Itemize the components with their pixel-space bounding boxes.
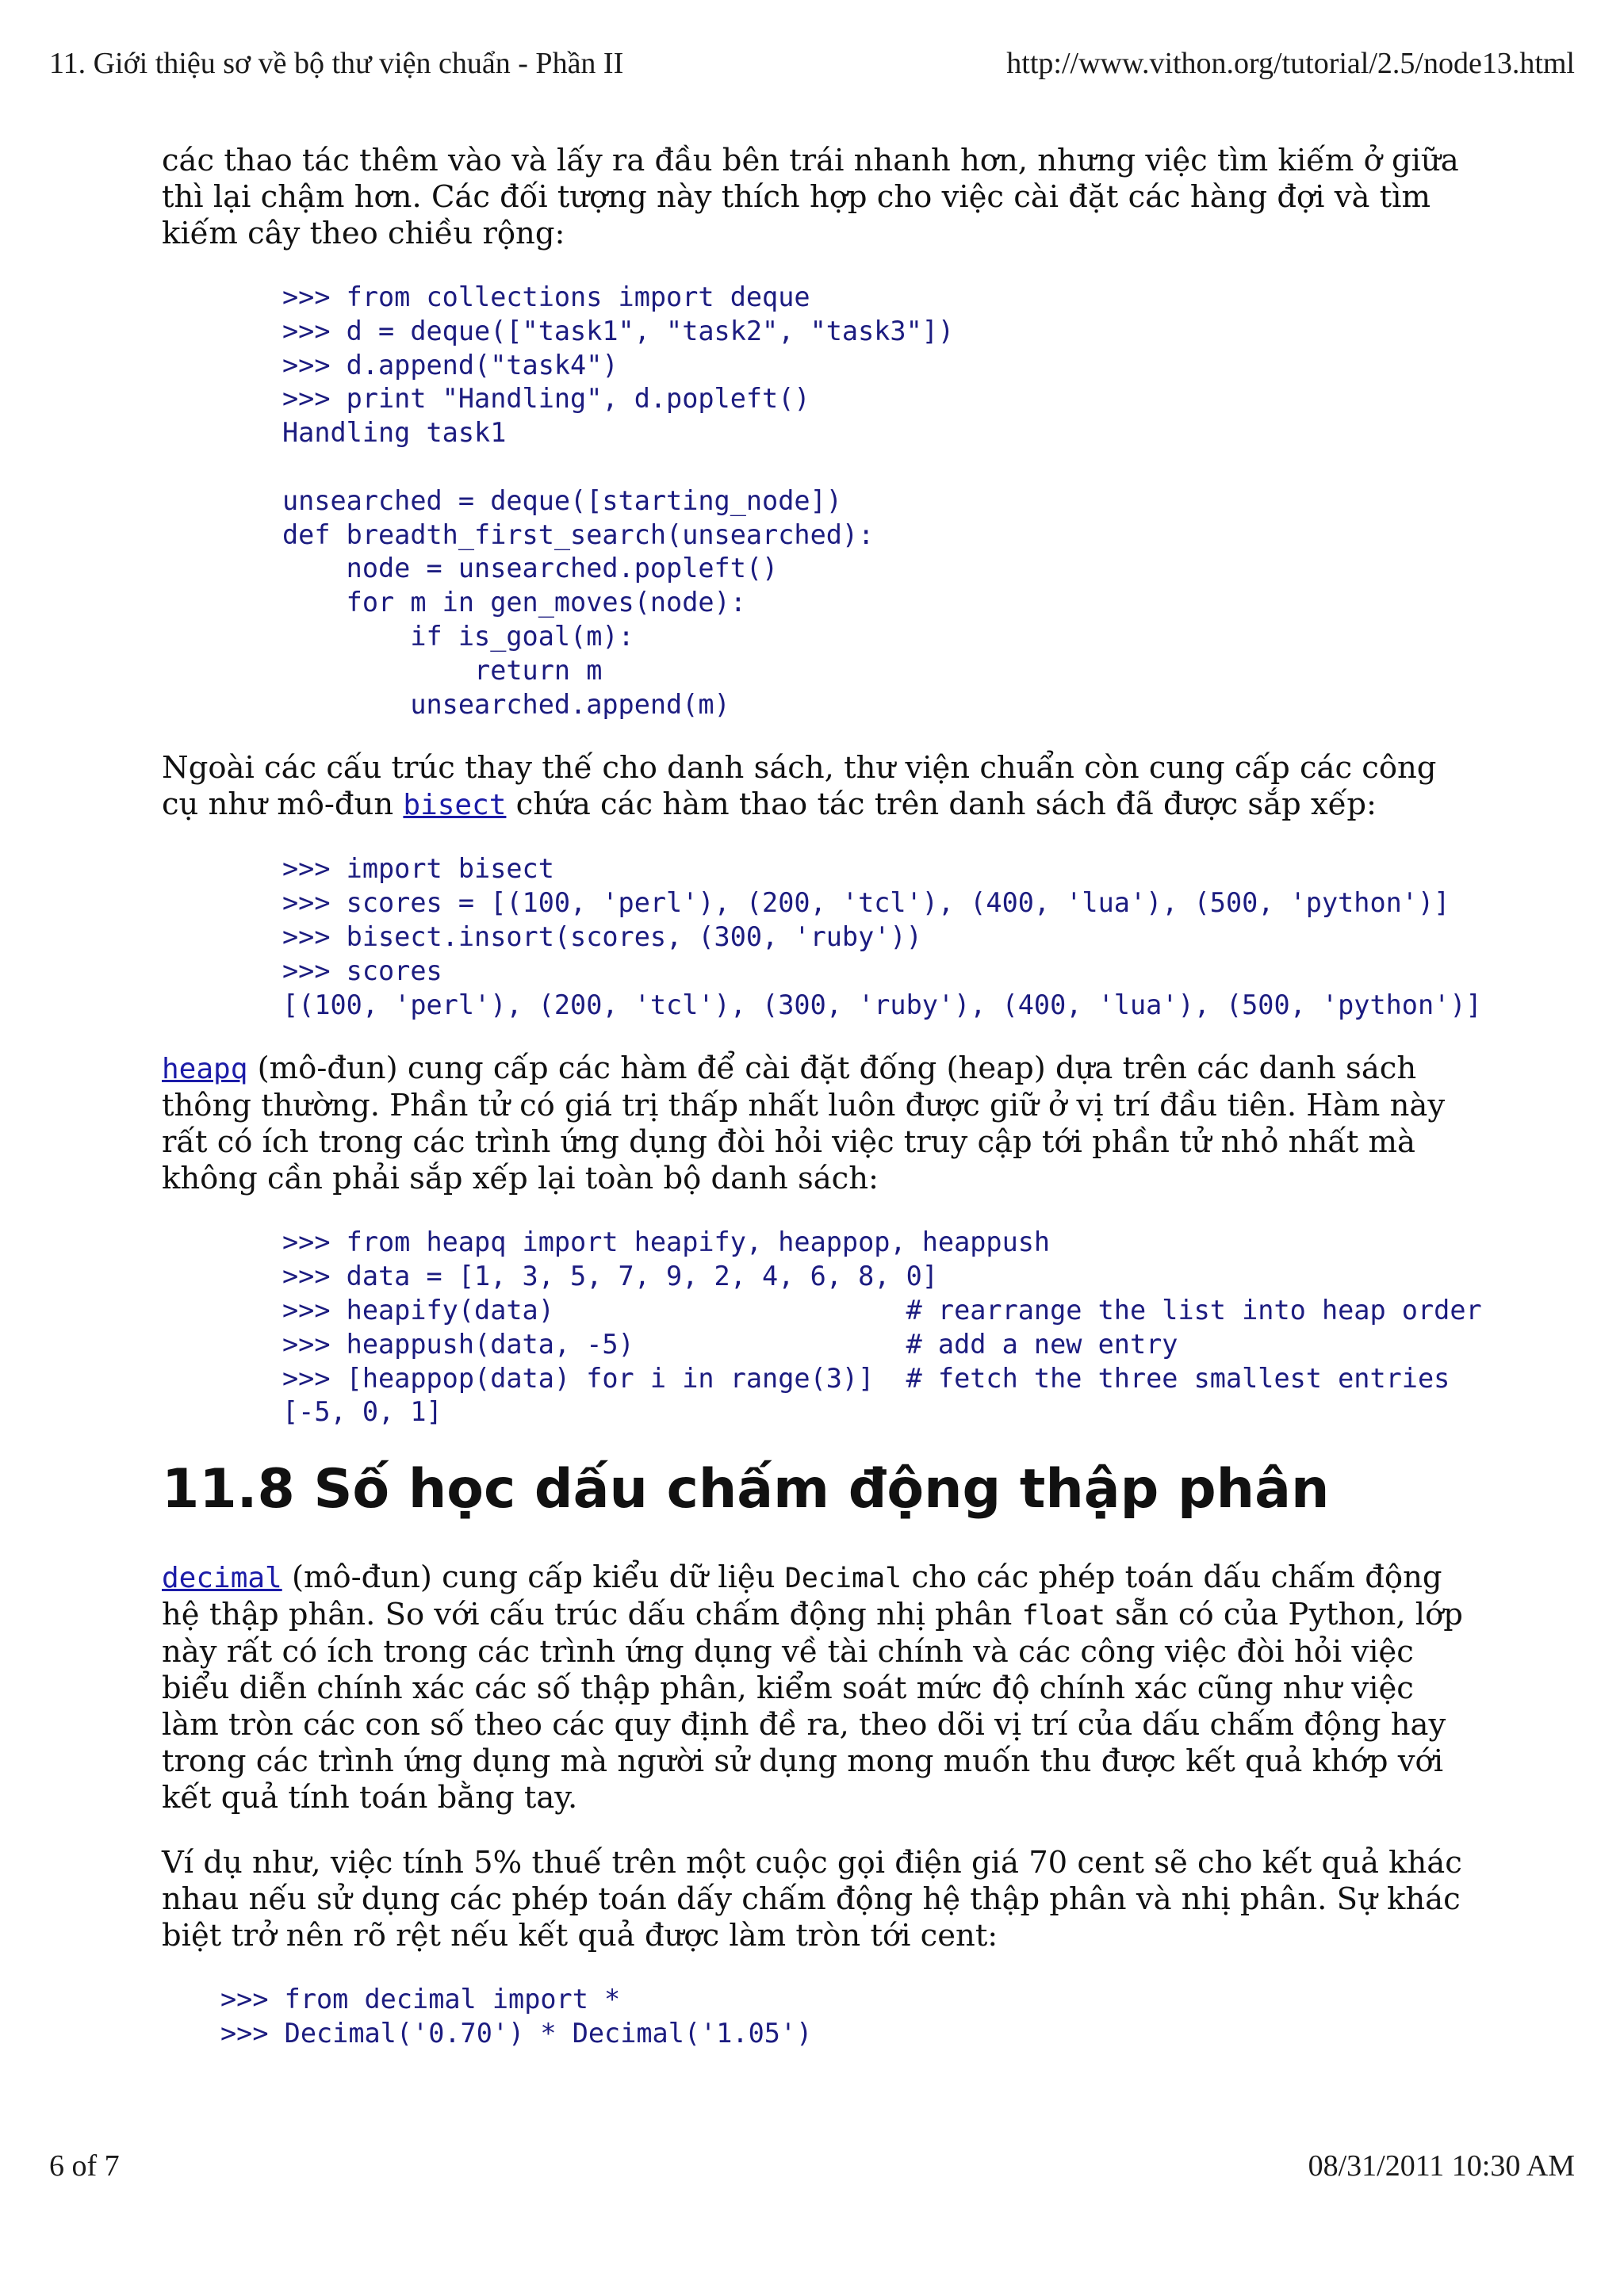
page-header	[49, 46, 1575, 81]
text-fragment: sẵn có của Python, lớp này rất có ích trong các trình ứng dụng về tài chính và các công việc đòi hỏi việc biểu diễn chính xác các số thập phân, kiểm soát mức độ chính xác cũng như việc làm tròn các con số theo các quy định đề ra, theo dõi vị trí của dấu chấm động hay trong các trình ứng dụng mà người sử dụng mong muốn thu được kết quả khớp với kết quả tính toán bằng tay.	[162, 1597, 1463, 1816]
code-block-heapq: >>> from heapq import heapify, heappop, heappush >>> data = [1, 3, 5, 7, 9, 2, 4, 6, 8, 0] >>> heapify(data) # rearrange the list into heap order >>> heappush(data, -5) # add a new entry >>> [heappop(data) for i in range(3)] # fetch the three smallest entries [-5, 0, 1]	[282, 1226, 1482, 1428]
text-fragment: Ngoài các cấu trúc thay thế cho danh sách, thư viện chuẩn còn cung cấp các công cụ như mô-đun	[162, 750, 1437, 823]
document-content	[162, 143, 1482, 2080]
bisect-link[interactable]: bisect	[403, 789, 507, 822]
page-counter: 6 of 7	[49, 2149, 120, 2183]
text-fragment: cho các phép toán dấu chấm động hệ thập phân. So với cấu trúc dấu chấm động nhị phân	[162, 1559, 1442, 1633]
decimal-link[interactable]: decimal	[162, 1562, 282, 1595]
header-url: http://www.vithon.org/tutorial/2.5/node13.html	[1006, 47, 1575, 80]
text-fragment: (mô-đun) cung cấp kiểu dữ liệu	[282, 1559, 785, 1596]
paragraph-bisect-intro	[162, 750, 1470, 824]
header-title: 11. Giới thiệu sơ về bộ thư viện chuẩn - Phần II	[49, 47, 624, 80]
paragraph-deque-intro: các thao tác thêm vào và lấy ra đầu bên trái nhanh hơn, nhưng việc tìm kiếm ở giữa thì lại chậm hơn. Các đối tượng này thích hợp cho việc cài đặt các hàng đợi và tìm kiếm cây theo chiều rộng:	[162, 143, 1459, 251]
text-fragment: (mô-đun) cung cấp các hàm để cài đặt đống (heap) dựa trên các danh sách thông thường. Phần tử có giá trị thấp nhất luôn được giữ ở vị trí đầu tiên. Hàm này rất có ích trong các trình ứng dụng đòi hỏi việc truy cập tới phần tử nhỏ nhất mà không cần phải sắp xếp lại toàn bộ danh sách:	[162, 1050, 1446, 1197]
text-fragment: chứa các hàm thao tác trên danh sách đã được sắp xếp:	[506, 786, 1377, 823]
code-block-bisect: >>> import bisect >>> scores = [(100, 'perl'), (200, 'tcl'), (400, 'lua'), (500, 'python')] >>> bisect.insort(scores, (300, 'ruby')) >>> scores [(100, 'perl'), (200, 'tcl'), (300, 'ruby'), (400, 'lua'), (500, 'python')]	[282, 853, 1482, 1020]
print-datetime: 08/31/2011 10:30 AM	[1308, 2149, 1575, 2183]
inline-code-float: float	[1021, 1600, 1105, 1632]
section-heading: 11.8 Số học dấu chấm động thập phân	[162, 1458, 1330, 1521]
paragraph-decimal-example: Ví dụ như, việc tính 5% thuế trên một cuộc gọi điện giá 70 cent sẽ cho kết quả khác nhau nếu sử dụng các phép toán dấy chấm động hệ thập phân và nhị phân. Sự khác biệt trở nên rõ rệt nếu kết quả được làm tròn tới cent:	[162, 1845, 1462, 1954]
page-footer	[49, 2149, 1575, 2183]
code-block-decimal: >>> from decimal import * >>> Decimal('0.70') * Decimal('1.05')	[220, 1984, 813, 2049]
code-block-deque: >>> from collections import deque >>> d = deque(["task1", "task2", "task3"]) >>> d.append("task4") >>> print "Handling", d.popleft() Handling task1 unsearched = deque([starting_node]) def breadth_first_search(unsearched): node = unsearched.popleft() for m in gen_moves(node): if is_goal(m): return m unsearched.append(m)	[282, 281, 955, 720]
paragraph-heapq-intro	[162, 1050, 1470, 1197]
paragraph-decimal-intro	[162, 1559, 1470, 1816]
heapq-link[interactable]: heapq	[162, 1053, 248, 1086]
inline-code-decimal: Decimal	[784, 1563, 902, 1595]
